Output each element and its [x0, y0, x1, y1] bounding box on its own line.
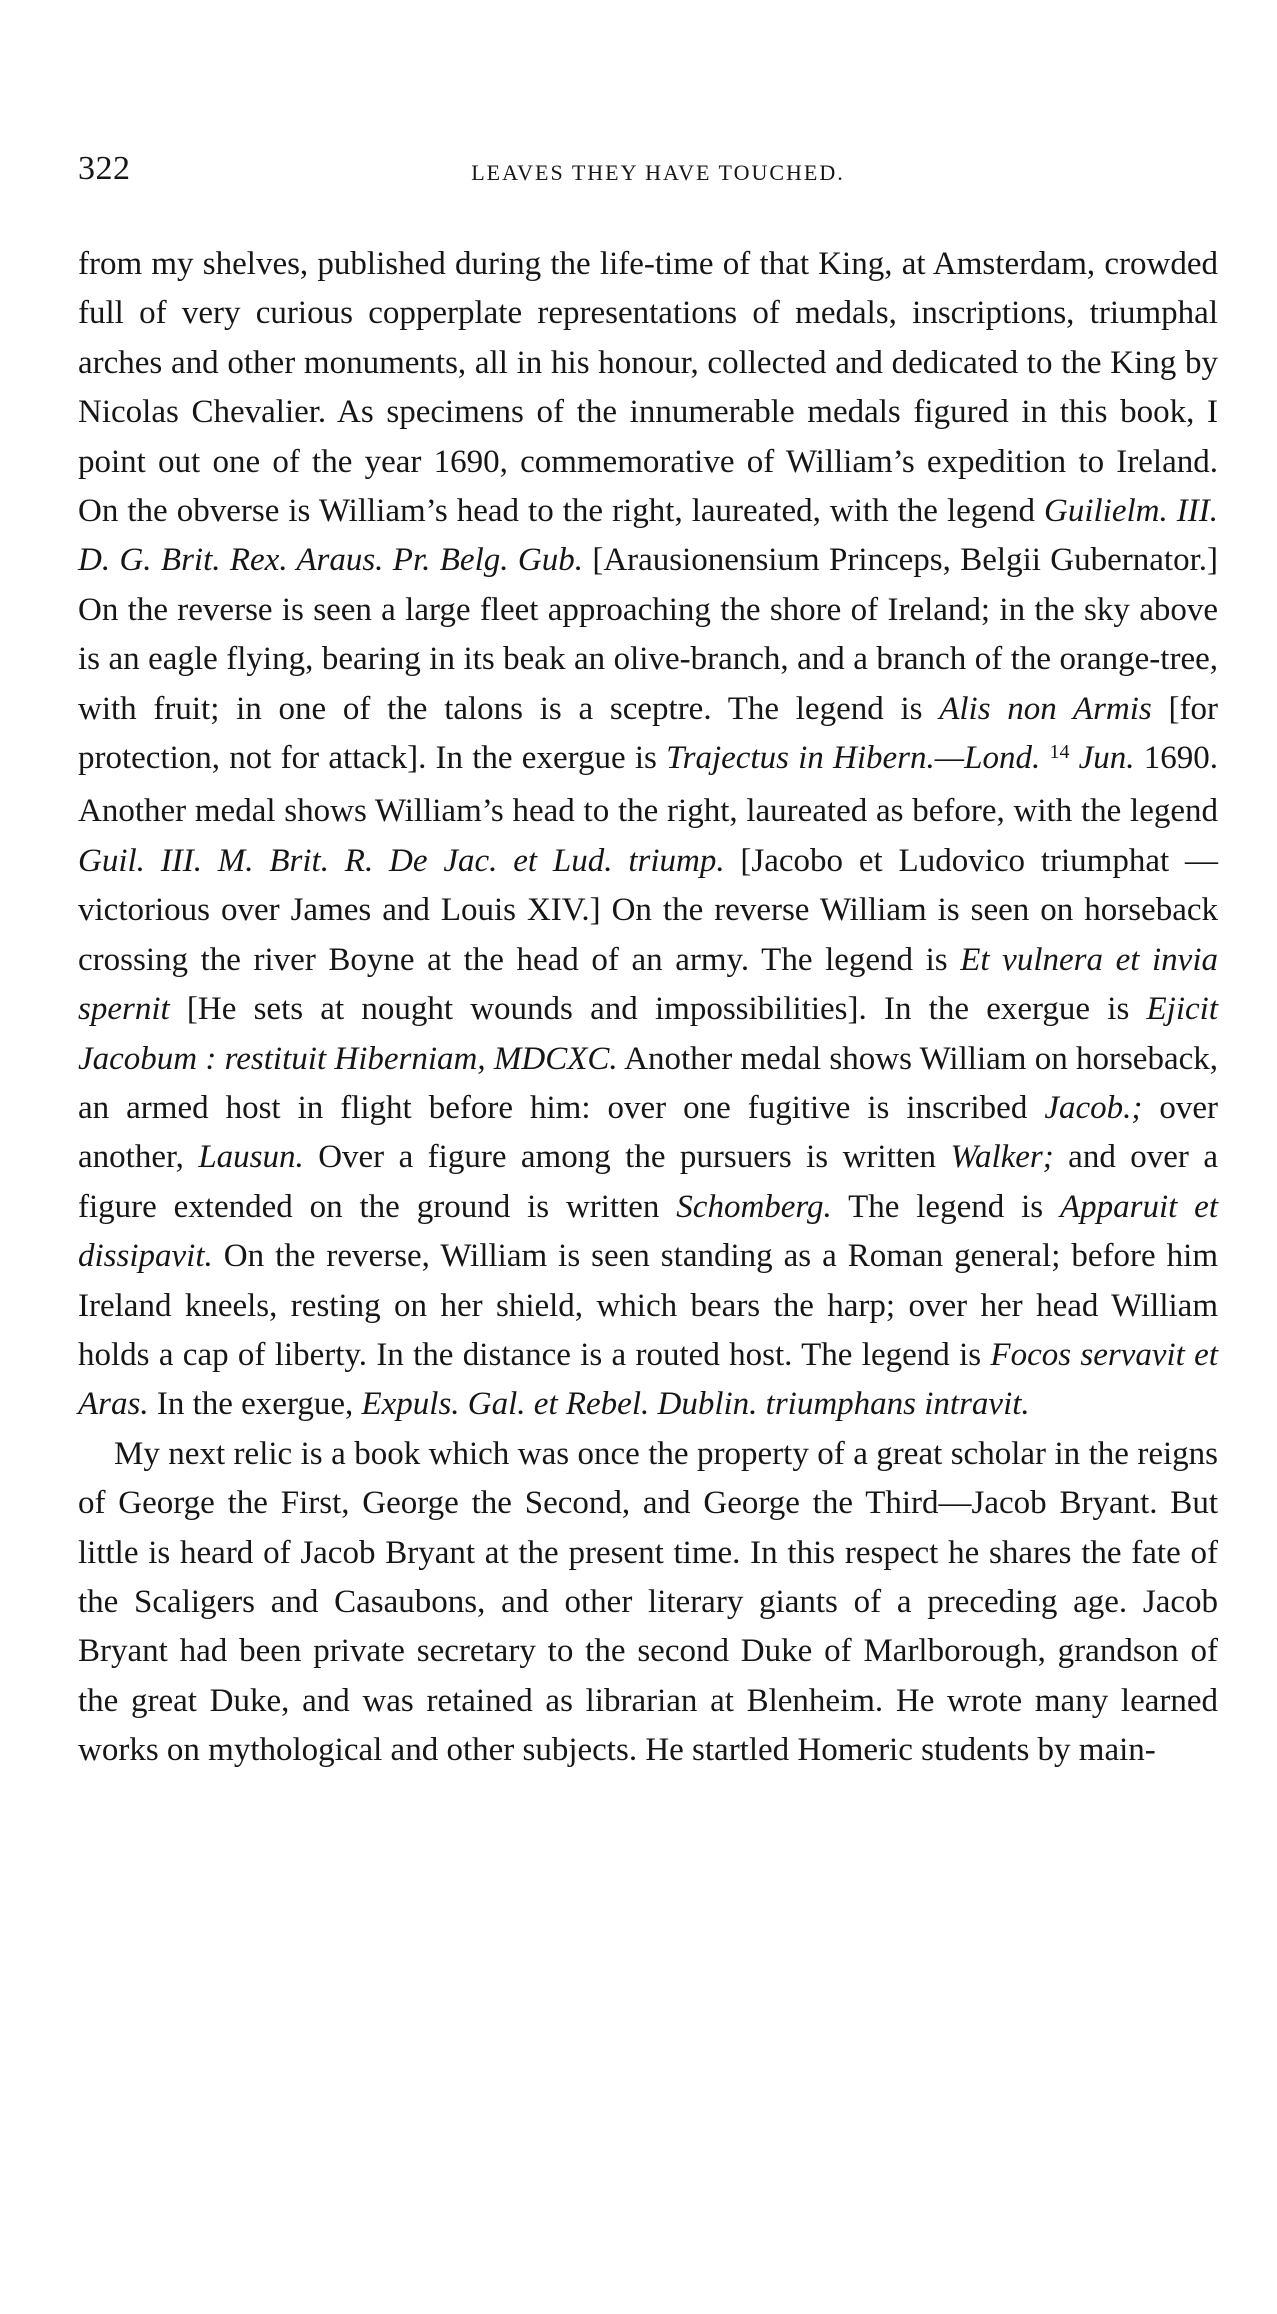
- text-run: [He sets at nought wounds and impossibilities]. In the exergue is: [169, 991, 1147, 1028]
- book-page: [78, 150, 1218, 1776]
- italic-legend: Jun.: [1078, 740, 1135, 777]
- text-run: 1690. Another medal shows William’s head to the right, laureated as before, with the legend: [78, 740, 1219, 830]
- italic-legend: Schomberg.: [676, 1188, 832, 1225]
- italic-legend: Lausun.: [198, 1139, 304, 1176]
- page-header: [78, 150, 1218, 200]
- text-run: [Arausionensium Princeps, Belgii Gubernator.] On the reverse is seen a large fleet approaching the shore of Ireland; in the sky above is an eagle flying, bearing in its beak an olive-branch, and a branch of the orange-tree, with fruit; in one of the talons is a sceptre. The legend is: [78, 542, 1218, 727]
- page-number: 322: [78, 150, 131, 187]
- text-run: [Jacobo et Ludovico triumphat — victorious over James and Louis XIV.] On the reverse William is seen on horseback crossing the river Boyne at the head of an army. The legend is: [78, 842, 1218, 978]
- text-run: over another,: [78, 1089, 1219, 1176]
- text-run: In the exergue,: [148, 1386, 362, 1423]
- text-run: Another medal shows William on horseback, an armed host in flight before him: over one fugitive is inscribed: [78, 1040, 1218, 1126]
- italic-legend: Et vulnera et invia spernit: [78, 941, 1218, 1028]
- italic-legend: Guilielm. III. D. G. Brit. Rex. Araus. Pr. Belg. Gub.: [78, 493, 1218, 579]
- text-run: Over a figure among the pursuers is written: [303, 1139, 951, 1176]
- text-run: and over a figure extended on the ground is written: [78, 1139, 1218, 1225]
- italic-legend: Focos servavit et Aras.: [78, 1336, 1218, 1423]
- italic-legend: Jacob.;: [1044, 1089, 1143, 1126]
- italic-legend: Ejicit Jacobum : restituit Hiberniam, MDCXC.: [78, 991, 1218, 1077]
- italic-legend: Apparuit et dissipavit.: [78, 1188, 1218, 1275]
- text-run: [for protection, not for attack]. In the exergue is: [78, 690, 1218, 777]
- paragraph-medals: [78, 240, 1218, 1430]
- italic-legend: Walker;: [950, 1139, 1054, 1176]
- text-run: from my shelves, published during the life-time of that King, at Amsterdam, crowded full of very curious copperplate representations of medals, inscriptions, triumphal arches and other monuments, all in his honour, collected and dedicated to the King by Nicolas Chevalier. As specimens of the innumerable medals figured in this book, I point out one of the year 1690, commemorative of William’s expedition to Ireland. On the obverse is William’s head to the right, laureated, with the legend: [78, 246, 1218, 530]
- body-text: [78, 240, 1218, 1776]
- italic-legend: Expuls. Gal. et Rebel. Dublin. triumphans intravit.: [361, 1386, 1030, 1423]
- italic-legend: Trajectus in Hibern.—Lond.: [666, 740, 1041, 777]
- text-run: The legend is: [831, 1188, 1060, 1225]
- text-run: On the reverse, William is seen standing as a Roman general; before him Ireland kneels, resting on her shield, which bears the harp; over her head William holds a cap of liberty. In the distance is a routed host. The legend is: [78, 1238, 1218, 1373]
- italic-legend: Alis non Armis: [939, 690, 1152, 727]
- paragraph-bryant: My next relic is a book which was once the property of a great scholar in the reigns of George the First, George the Second, and George the Third—Jacob Bryant. But little is heard of Jacob Bryant at the present time. In this respect he shares the fate of the Scaligers and Casaubons, and other literary giants of a preceding age. Jacob Bryant had been private secretary to the second Duke of Marlborough, grandson of the great Duke, and was retained as librarian at Blenheim. He wrote many learned works on mythological and other subjects. He startled Homeric students by main-: [78, 1435, 1218, 1769]
- running-head: LEAVES THEY HAVE TOUCHED.: [471, 160, 845, 185]
- date-fraction: 14: [1049, 741, 1070, 764]
- italic-legend: Guil. III. M. Brit. R. De Jac. et Lud. triump.: [78, 842, 725, 879]
